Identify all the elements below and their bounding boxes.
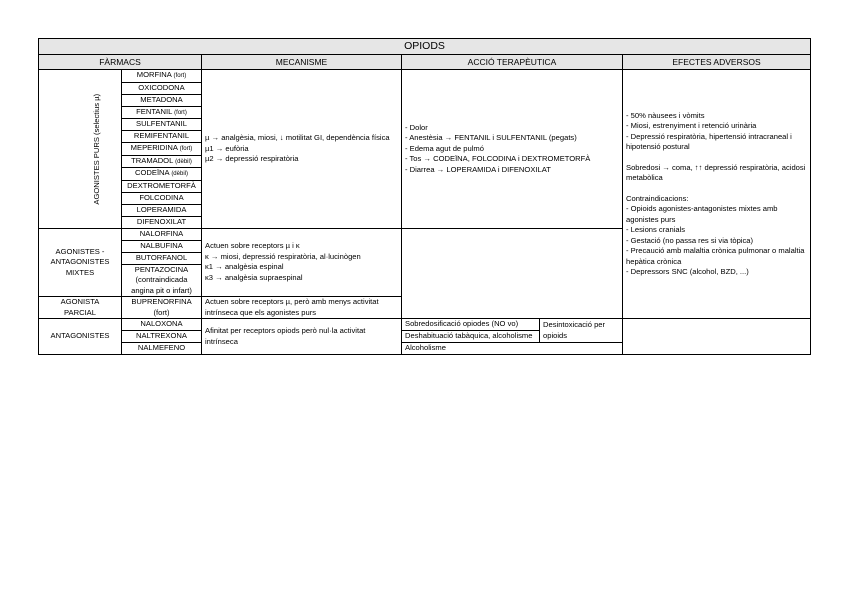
opioids-table [38,38,811,355]
drug-oxicodona: OXICODONA [122,82,202,94]
drug-remifentanil: REMIFENTANIL [122,131,202,143]
drug-folcodina: FOLCODINA [122,192,202,204]
drug-nalorfina: NALORFINA [122,228,202,240]
drug-fentanil: FENTANIL (fort) [122,106,202,119]
drug-pentazocina: PENTAZOCINA (contraindicada angina pit o infart) [122,264,202,297]
drug-dextrometorfa: DEXTROMETORFÀ [122,180,202,192]
mecanisme-agonistes-purs: µ → analgèsia, miosi, ↓ motilitat GI, dependència física µ1 → eufòria µ2 → depressió respiratòria [202,70,402,229]
header-efectes: EFECTES ADVERSOS [623,55,811,70]
table-title: OPIODS [39,39,811,55]
drug-tramadol: TRAMADOL (dèbil) [122,155,202,168]
drug-naloxona: NALOXONA [122,319,202,331]
drug-butorfanol: BUTORFANOL [122,252,202,264]
group-agonistes-purs [39,70,122,229]
group-mixtes: AGONISTES - ANTAGONISTES MIXTES [39,228,122,297]
group-label-agonistes-purs: AGONISTES PURS (selectius µ) [92,93,102,205]
drug-difenoxilat: DIFENOXILAT [122,216,202,228]
accio-naltrexona: Deshabituació tabàquica, alcoholisme [402,331,540,343]
header-farmacs: FÀRMACS [39,55,202,70]
drug-meperidina: MEPERIDINA (fort) [122,143,202,156]
accio-naloxona: Sobredosificació opiodes (NO vo) [402,319,540,331]
drug-nalmefeno: NALMEFENO [122,343,202,355]
group-parcial: AGONISTA PARCIAL [39,297,122,319]
drug-naltrexona: NALTREXONA [122,331,202,343]
efectes-adversos: - 50% nàusees i vòmits - Miosi, estrenyiment i retenció urinària - Depressió respiratòria, hipertensió intracraneal i hipotensió postural Sobredosi → coma, ↑↑ depressió respiratòria, acidosi metabòlica Contraindicacions: - Opioids agonistes-antagonistes mixtes amb agonistes purs - Lesions cranials - Gestació (no passa res si via tòpica) - Precaució amb malaltia crònica pulmonar o malaltia hepàtica crònica - Depressors SNC (alcohol, BZD, ...) [623,70,811,319]
drug-buprenorfina: BUPRENORFINA (fort) [122,297,202,319]
mecanisme-mixtes: Actuen sobre receptors µ i κ κ → miosi, depressió respiratòria, al·lucinògen κ1 → analgèsia espinal κ3 → analgèsia supraespinal [202,228,402,297]
drug-nalbufina: NALBUFINA [122,240,202,252]
accio-agonistes-purs: - Dolor - Anestèsia → FENTANIL i SULFENTANIL (pegats) - Edema agut de pulmó - Tos → CODEÏNA, FOLCODINA i DEXTROMETORFÀ - Diarrea → LOPERAMIDA i DIFENOXILAT [402,70,623,229]
header-mecanisme: MECANISME [202,55,402,70]
accio-mixtes-parcial [402,228,623,319]
accio-nalmefeno: Alcoholisme [402,343,623,355]
drug-codeina: CODEÏNA (dèbil) [122,168,202,181]
efectes-antagonistes [623,319,811,355]
drug-morfina: MORFINA (fort) [122,70,202,83]
mecanisme-parcial: Actuen sobre receptors µ, però amb menys activitat intrínseca que els agonistes purs [202,297,402,319]
mecanisme-antagonistes: Afinitat per receptors opiods però nul·la activitat intrínseca [202,319,402,355]
drug-metadona: METADONA [122,94,202,106]
drug-loperamida: LOPERAMIDA [122,204,202,216]
drug-sulfentanil: SULFENTANIL [122,119,202,131]
header-accio: ACCIÓ TERAPÈUTICA [402,55,623,70]
group-antagonistes: ANTAGONISTES [39,319,122,355]
accio-desintoxicacio: Desintoxicació per opioids [540,319,623,343]
